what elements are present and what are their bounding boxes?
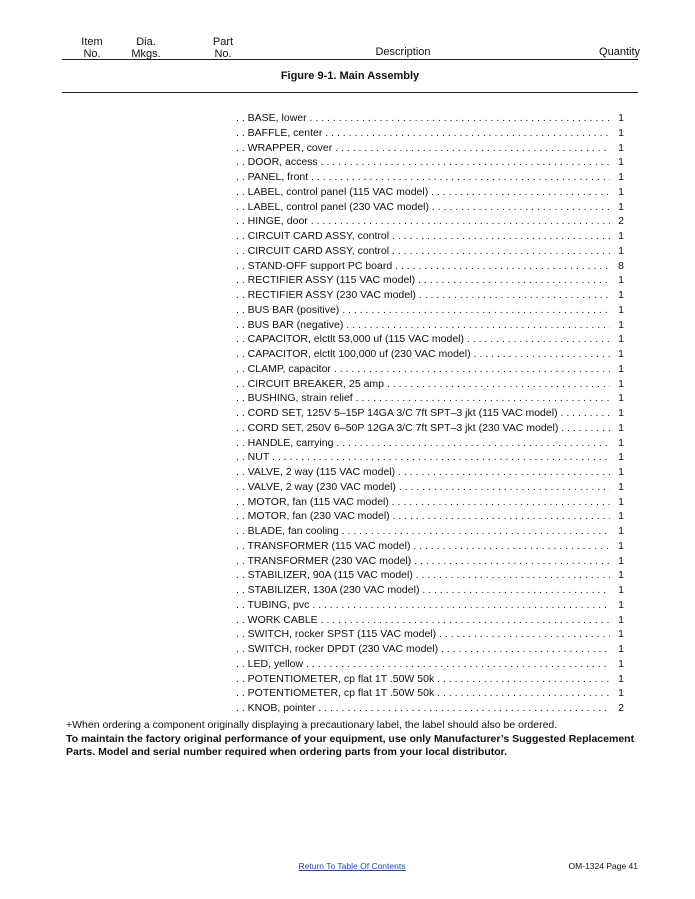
quantity-cell: 1 xyxy=(610,185,624,200)
description-cell: . . BUSHING, strain relief . . . xyxy=(236,391,610,406)
quantity-cell: 1 xyxy=(610,332,624,347)
table-row xyxy=(62,657,638,672)
quantity-cell: 1 xyxy=(610,200,624,215)
quantity-cell: 1 xyxy=(610,229,624,244)
quantity-cell: 1 xyxy=(610,347,624,362)
description-cell: . . LED, yellow . . . xyxy=(236,657,610,672)
description-text: HANDLE, carrying xyxy=(247,436,334,449)
quantity-cell: 1 xyxy=(610,686,624,701)
table-row xyxy=(62,701,638,716)
description-text: VALVE, 2 way (230 VAC model) xyxy=(247,480,396,493)
quantity-cell: 1 xyxy=(610,141,624,156)
table-row xyxy=(62,672,638,687)
description-cell: . . CORD SET, 125V 5–15P 14GA 3/C 7ft SPT–3 jkt (115 VAC model) . . . xyxy=(236,406,610,421)
quantity-cell: 1 xyxy=(610,642,624,657)
description-cell: . . BUS BAR (positive) . . . xyxy=(236,303,610,318)
description-text: CIRCUIT BREAKER, 25 amp xyxy=(247,377,385,390)
quantity-cell: 1 xyxy=(610,377,624,392)
description-text: LED, yellow xyxy=(247,657,304,670)
description-text: BLADE, fan cooling xyxy=(247,525,339,537)
table-row xyxy=(62,627,638,642)
header-quantity: Quantity xyxy=(599,46,640,58)
quantity-cell: 1 xyxy=(610,450,624,465)
description-cell: . . DOOR, access . . . xyxy=(236,155,610,170)
description-text: SWITCH, rocker DPDT (230 VAC model) xyxy=(247,643,439,655)
description-text: WORK CABLE xyxy=(247,613,318,626)
description-cell: . . CIRCUIT BREAKER, 25 amp . . . xyxy=(236,377,610,392)
table-row xyxy=(62,229,638,244)
quantity-cell: 1 xyxy=(610,436,624,451)
description-text: CORD SET, 250V 6–50P 12GA 3/C 7ft SPT–3 jkt (230 VAC model) xyxy=(247,421,559,434)
description-text: POTENTIOMETER, cp flat 1T .50W 50k xyxy=(247,672,435,685)
header-item-no: Item No. xyxy=(81,36,103,60)
table-row xyxy=(62,539,638,554)
table-row xyxy=(62,524,638,539)
replacement-parts-note: To maintain the factory original performance of your equipment, use only Manufacturer’s Suggested Replacement Parts. Model and serial number required when ordering parts from your local distributor. xyxy=(66,733,635,758)
quantity-cell: 1 xyxy=(610,554,624,569)
description-text: MOTOR, fan (230 VAC model) xyxy=(247,510,390,523)
description-text: STABILIZER, 130A (230 VAC model) xyxy=(247,584,420,596)
quantity-cell: 1 xyxy=(610,421,624,436)
quantity-cell: 1 xyxy=(610,539,624,554)
quantity-cell: 1 xyxy=(610,583,624,598)
table-row xyxy=(62,450,638,465)
description-cell: . . CAPACITOR, elctlt 100,000 uf (230 VAC model) . . . xyxy=(236,347,610,362)
description-text: DOOR, access xyxy=(247,156,318,169)
table-row xyxy=(62,141,638,156)
quantity-cell: 1 xyxy=(610,657,624,672)
description-text: WRAPPER, cover xyxy=(247,141,333,154)
description-cell: . . WORK CABLE . . . xyxy=(236,613,610,628)
table-row xyxy=(62,185,638,200)
quantity-cell: 1 xyxy=(610,480,624,495)
table-row xyxy=(62,170,638,185)
description-text: BUS BAR (negative) xyxy=(247,318,344,331)
table-row xyxy=(62,406,638,421)
description-cell: . . STABILIZER, 130A (230 VAC model) . . . xyxy=(236,583,610,598)
table-row xyxy=(62,347,638,362)
description-cell: . . KNOB, pointer . . . xyxy=(236,701,610,716)
table-row xyxy=(62,391,638,406)
table-row xyxy=(62,332,638,347)
description-text: HINGE, door xyxy=(247,215,308,228)
description-cell: . . MOTOR, fan (230 VAC model) . . . xyxy=(236,509,610,524)
quantity-cell: 1 xyxy=(610,672,624,687)
table-row xyxy=(62,303,638,318)
table-row xyxy=(62,642,638,657)
quantity-cell: 8 xyxy=(610,259,624,274)
description-text: LABEL, control panel (115 VAC model) xyxy=(247,185,429,198)
quantity-cell: 1 xyxy=(610,509,624,524)
quantity-cell: 1 xyxy=(610,362,624,377)
description-cell: . . HINGE, door . . . xyxy=(236,214,610,229)
title-divider xyxy=(62,92,638,93)
header-dia-mkgs: Dia. Mkgs. xyxy=(131,36,161,60)
table-row xyxy=(62,273,638,288)
table-row xyxy=(62,509,638,524)
description-cell: . . BAFFLE, center . . . xyxy=(236,126,610,141)
quantity-cell: 1 xyxy=(610,568,624,583)
description-cell: . . POTENTIOMETER, cp flat 1T .50W 50k . . . xyxy=(236,686,610,701)
description-text: PANEL, front xyxy=(247,171,309,183)
table-row xyxy=(62,244,638,259)
description-text: BUSHING, strain relief xyxy=(247,392,353,405)
header-part-no: Part No. xyxy=(212,36,234,60)
quantity-cell: 1 xyxy=(610,524,624,539)
description-text: CLAMP, capacitor xyxy=(247,362,331,375)
description-cell: . . WRAPPER, cover . . . xyxy=(236,141,610,156)
description-cell: . . RECTIFIER ASSY (115 VAC model) . . . xyxy=(236,273,610,288)
table-row xyxy=(62,155,638,170)
description-cell: . . STABILIZER, 90A (115 VAC model) . . . xyxy=(236,568,610,583)
table-row xyxy=(62,554,638,569)
description-cell: . . VALVE, 2 way (230 VAC model) . . . xyxy=(236,480,610,495)
description-cell: . . SWITCH, rocker SPST (115 VAC model) . . . xyxy=(236,627,610,642)
quantity-cell: 1 xyxy=(610,627,624,642)
table-row xyxy=(62,377,638,392)
quantity-cell: 1 xyxy=(610,406,624,421)
description-cell: . . CAPACITOR, elctlt 53,000 uf (115 VAC model) . . . xyxy=(236,332,610,347)
quantity-cell: 1 xyxy=(610,126,624,141)
quantity-cell: 1 xyxy=(610,613,624,628)
description-cell: . . LABEL, control panel (230 VAC model) . . . xyxy=(236,200,610,215)
quantity-cell: 1 xyxy=(610,170,624,185)
description-text: SWITCH, rocker SPST (115 VAC model) xyxy=(247,628,437,641)
description-text: KNOB, pointer xyxy=(247,702,316,714)
description-cell: . . CORD SET, 250V 6–50P 12GA 3/C 7ft SPT–3 jkt (230 VAC model) . . . xyxy=(236,421,610,436)
quantity-cell: 2 xyxy=(610,214,624,229)
description-text: TRANSFORMER (115 VAC model) xyxy=(247,539,411,552)
description-text: POTENTIOMETER, cp flat 1T .50W 50k xyxy=(247,687,435,700)
quantity-cell: 1 xyxy=(610,495,624,510)
description-cell: . . SWITCH, rocker DPDT (230 VAC model) . . . xyxy=(236,642,610,657)
description-cell: . . BLADE, fan cooling . . . xyxy=(236,524,610,539)
quantity-cell: 1 xyxy=(610,273,624,288)
description-text: STABILIZER, 90A (115 VAC model) xyxy=(247,569,413,582)
description-text: CORD SET, 125V 5–15P 14GA 3/C 7ft SPT–3 jkt (115 VAC model) xyxy=(247,407,558,419)
quantity-cell: 1 xyxy=(610,155,624,170)
page-number: OM-1324 Page 41 xyxy=(568,861,638,871)
description-cell: . . PANEL, front . . . xyxy=(236,170,610,185)
table-row xyxy=(62,495,638,510)
description-text: VALVE, 2 way (115 VAC model) xyxy=(247,466,396,478)
quantity-cell: 1 xyxy=(610,318,624,333)
description-text: TUBING, pvc xyxy=(247,598,310,611)
description-text: LABEL, control panel (230 VAC model) xyxy=(247,200,429,213)
description-text: CIRCUIT CARD ASSY, control xyxy=(247,230,390,242)
description-cell: . . TRANSFORMER (230 VAC model) . . . xyxy=(236,554,610,569)
quantity-cell: 1 xyxy=(610,288,624,303)
quantity-cell: 1 xyxy=(610,598,624,613)
description-cell: . . MOTOR, fan (115 VAC model) . . . xyxy=(236,495,610,510)
table-row xyxy=(62,583,638,598)
table-row xyxy=(62,200,638,215)
description-cell: . . HANDLE, carrying . . . xyxy=(236,436,610,451)
description-cell: . . TRANSFORMER (115 VAC model) . . . xyxy=(236,539,610,554)
description-cell: . . BASE, lower . . . xyxy=(236,111,610,126)
description-cell: . . VALVE, 2 way (115 VAC model) . . . xyxy=(236,465,610,480)
quantity-cell: 1 xyxy=(610,391,624,406)
description-cell: . . CIRCUIT CARD ASSY, control . . . xyxy=(236,244,610,259)
table-row xyxy=(62,686,638,701)
table-row xyxy=(62,318,638,333)
table-row xyxy=(62,480,638,495)
description-text: RECTIFIER ASSY (115 VAC model) xyxy=(247,274,416,287)
table-row xyxy=(62,259,638,274)
table-row xyxy=(62,568,638,583)
description-cell: . . TUBING, pvc . . . xyxy=(236,598,610,613)
table-row xyxy=(62,613,638,628)
description-cell: . . RECTIFIER ASSY (230 VAC model) . . . xyxy=(236,288,610,303)
table-row xyxy=(62,214,638,229)
table-row xyxy=(62,126,638,141)
header-divider xyxy=(62,59,638,60)
description-text: CAPACITOR, elctlt 100,000 uf (230 VAC model) xyxy=(247,348,471,360)
table-row xyxy=(62,362,638,377)
description-text: NUT xyxy=(247,451,270,464)
description-text: BUS BAR (positive) xyxy=(247,303,340,316)
header-description: Description xyxy=(375,46,431,58)
return-to-toc-link[interactable]: Return To Table Of Contents xyxy=(298,861,406,871)
description-text: TRANSFORMER (230 VAC model) xyxy=(247,554,412,567)
description-cell: . . CLAMP, capacitor . . . xyxy=(236,362,610,377)
description-cell: . . NUT . . . xyxy=(236,450,610,465)
description-text: RECTIFIER ASSY (230 VAC model) xyxy=(247,289,416,301)
table-row xyxy=(62,111,638,126)
quantity-cell: 1 xyxy=(610,111,624,126)
table-row xyxy=(62,598,638,613)
description-cell: . . POTENTIOMETER, cp flat 1T .50W 50k . . . xyxy=(236,672,610,687)
description-text: CIRCUIT CARD ASSY, control xyxy=(247,244,390,257)
description-text: CAPACITOR, elctlt 53,000 uf (115 VAC model) xyxy=(247,333,464,346)
parts-table xyxy=(62,111,638,716)
description-cell: . . BUS BAR (negative) . . . xyxy=(236,318,610,333)
description-text: BAFFLE, center xyxy=(247,126,323,139)
table-row xyxy=(62,436,638,451)
label-warning-note: +When ordering a component originally displaying a precautionary label, the label should also be ordered. xyxy=(66,719,558,731)
description-text: MOTOR, fan (115 VAC model) xyxy=(247,495,389,508)
figure-title: Figure 9-1. Main Assembly xyxy=(280,70,420,82)
description-text: STAND-OFF support PC board xyxy=(247,259,393,272)
table-row xyxy=(62,421,638,436)
quantity-cell: 1 xyxy=(610,244,624,259)
table-row xyxy=(62,465,638,480)
description-cell: . . CIRCUIT CARD ASSY, control . . . xyxy=(236,229,610,244)
description-cell: . . STAND-OFF support PC board . . . xyxy=(236,259,610,274)
description-cell: . . LABEL, control panel (115 VAC model) . . . xyxy=(236,185,610,200)
quantity-cell: 2 xyxy=(610,701,624,716)
quantity-cell: 1 xyxy=(610,465,624,480)
description-text: BASE, lower xyxy=(247,112,307,124)
quantity-cell: 1 xyxy=(610,303,624,318)
table-row xyxy=(62,288,638,303)
